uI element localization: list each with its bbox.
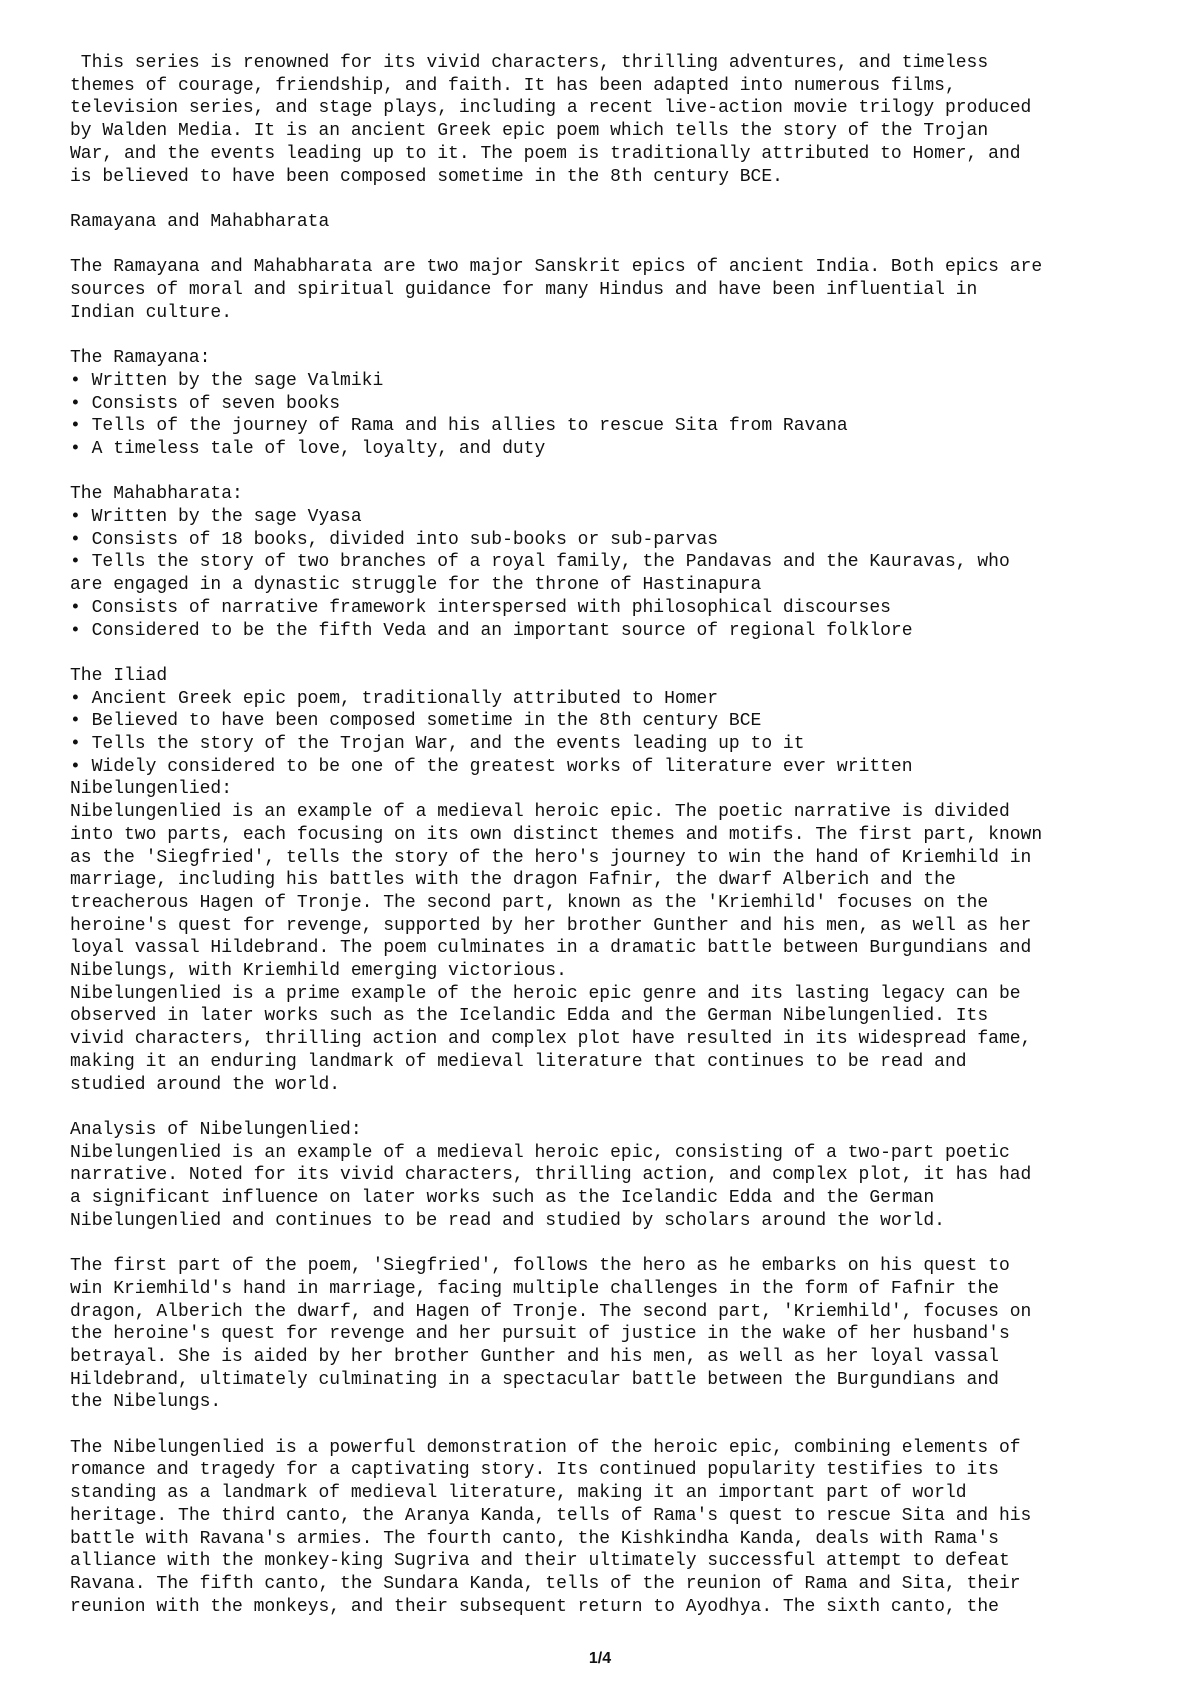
epics-overview-paragraph: The Ramayana and Mahabharata are two major Sanskrit epics of ancient India. Both epics are sources of moral and spiritual guidance for many Hindus and have been influential in Indian culture.: [70, 257, 1043, 323]
siegfried-kriemhild-paragraph: The first part of the poem, 'Siegfried', follows the hero as he embarks on his quest to win Kriemhild's hand in marriage, facing multiple challenges in the form of Fafnir the dragon, Alberich the dwarf, and Hagen of Tronje. The second part, 'Kriemhild', focuses on the heroine's quest for revenge and her pursuit of justice in the wake of her husband's betrayal. She is aided by her brother Gunther and his men, as well as her loyal vassal Hildebrand, ultimately culminating in a spectacular battle between the Burgundians and the Nibelungs.: [70, 1256, 1032, 1413]
paragraph-gap: [70, 461, 1150, 484]
analysis-section: Analysis of Nibelungenlied: Nibelungenlied is an example of a medieval heroic epic, consisting of a two-part poetic narrative. Noted for its vivid characters, thrilling action, and complex plot, it has had a significant influence on later works such as the Icelandic Edda and the German Nibelungenlied and continues to be read and studied by scholars around the world.: [70, 1119, 1032, 1231]
paragraph-gap: [70, 1232, 1150, 1255]
paragraph-gap: [70, 188, 1150, 211]
mahabharata-list: The Mahabharata: • Written by the sage Vyasa • Consists of 18 books, divided into sub-books or sub-parvas • Tells the story of two branches of a royal family, the Pandavas and the Kauravas, who are engaged in a dynastic struggle for the throne of Hastinapura • Consists of narrative framework interspersed with philosophical discourses • Considered to be the fifth Veda and an important source of regional folklore: [70, 484, 1010, 641]
iliad-and-nibelungenlied-section: The Iliad • Ancient Greek epic poem, traditionally attributed to Homer • Believed to have been composed sometime in the 8th century BCE • Tells the story of the Trojan War, and the events leading up to it • Widely considered to be one of the greatest works of literature ever written Nibelungenlied: Nibelungenlied is an example of a medieval heroic epic. The poetic narrative is divided into two parts, each focusing on its own distinct themes and motifs. The first part, known as the 'Siegfried', tells the story of the hero's journey to win the hand of Kriemhild in marriage, including his battles with the dragon Fafnir, the dwarf Alberich and the treacherous Hagen of Tronje. The second part, known as the 'Kriemhild' focuses on the heroine's quest for revenge, supported by her brother Gunther and his men, as well as her loyal vassal Hildebrand. The poem culminates in a dramatic battle between Burgundians and Nibelungs, with Kriemhild emerging victorious. Nibelungenlied is a prime example of the heroic epic genre and its lasting legacy can be observed in later works such as the Icelandic Edda and the German Nibelungenlied. Its vivid characters, thrilling action and complex plot have resulted in its widespread fame, making it an enduring landmark of medieval literature that continues to be read and studied around the world.: [70, 665, 1043, 1095]
paragraph-gap: [70, 1414, 1150, 1437]
paragraph-gap: [70, 1096, 1150, 1119]
paragraph-gap: [70, 642, 1150, 665]
paragraph-gap: [70, 324, 1150, 347]
document-page: [70, 52, 1150, 1618]
intro-paragraph: This series is renowned for its vivid characters, thrilling adventures, and timeless themes of courage, friendship, and faith. It has been adapted into numerous films, television series, and stage plays, including a recent live-action movie trilogy produced by Walden Media. It is an ancient Greek epic poem which tells the story of the Trojan War, and the events leading up to it. The poem is traditionally attributed to Homer, and is believed to have been composed sometime in the 8th century BCE.: [70, 53, 1032, 187]
ramayana-list: The Ramayana: • Written by the sage Valmiki • Consists of seven books • Tells of the journey of Rama and his allies to rescue Sita from Ravana • A timeless tale of love, loyalty, and duty: [70, 348, 848, 459]
section-heading-ramayana-mahabharata: Ramayana and Mahabharata: [70, 211, 330, 232]
page-number: 1/4: [588, 1650, 612, 1667]
paragraph-gap: [70, 234, 1150, 257]
closing-paragraph: The Nibelungenlied is a powerful demonstration of the heroic epic, combining elements of romance and tragedy for a captivating story. Its continued popularity testifies to its standing as a landmark of medieval literature, making it an important part of world heritage. The third canto, the Aranya Kanda, tells of Rama's quest to rescue Sita and his battle with Ravana's armies. The fourth canto, the Kishkindha Kanda, deals with Rama's alliance with the monkey-king Sugriva and their ultimately successful attempt to defeat Ravana. The fifth canto, the Sundara Kanda, tells of the reunion of Rama and Sita, their reunion with the monkeys, and their subsequent return to Ayodhya. The sixth canto, the: [70, 1437, 1032, 1617]
